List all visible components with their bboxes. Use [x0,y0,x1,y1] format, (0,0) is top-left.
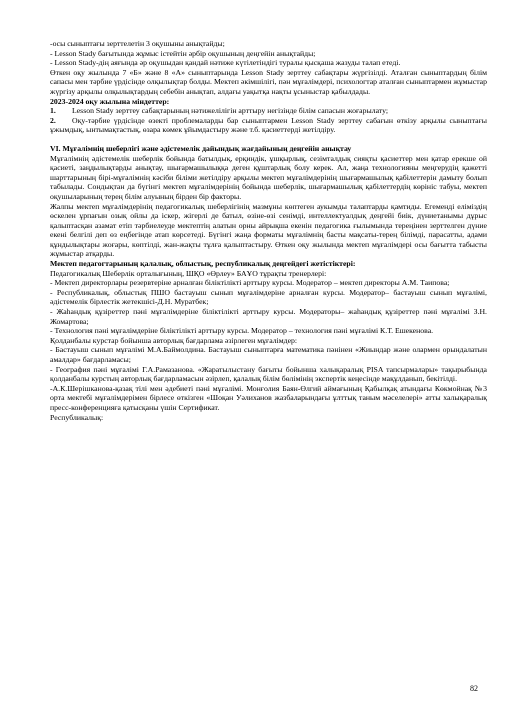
item-number: 2. [50,115,56,125]
list-item: - Жаһандық құзіреттер пәні мұғалімдеріне біліктілікті арттыру курсы. Модераторы– жаһандық құзіреттер пәні мұғалімі З.Н. Жомартова; [50,307,487,326]
body-paragraph: Педагогикалық Шеберлік орталығының, ШҚО «Өрлеу» БАҰО тұрақты тренерлері: [50,268,327,278]
numbered-item-2 [50,116,487,135]
list-item: -А.К.Шерішканова-қазақ тілі мен әдебиеті пәні мұғалімі. Монғолия Баян-Өлгий аймағының Қабылқақ атындағы Көкмойнақ №3 орта мектебі мұғалімдерімен бірлесе өткізген «Шоқан Уәлиханов жазбаларындағы ұлттық таным мәселелері» атты халықаралық пресс-конференцияға қатысқаны үшін Сертификат. [50,383,487,412]
tasks-heading: 2023-2024 оқу жылына міндеттер: [50,96,170,106]
body-paragraph: Өткен оқу жылында 7 «Б» және 8 «А» сыныптарында Lesson Stady зерттеу сабақтары жүргізілді. Аталған сыныптардың білім сапасы мен тәрбие үрдісінде олқылықтар болды. Мектеп әкімшілігі, пән мұғалімдері, психологтар аталған сыныптармен жұмыстар жүргізу арқылы олқылықтардың себебін анықтап, алдағы уақытқа нақты ұсыныстар қабылдады. [50,67,487,96]
numbered-item-1 [50,106,487,116]
document-page [50,39,487,422]
section-heading: VI. Мұғалімнің шеберлігі және әдістемелік дайындық жағдайының деңгейін анықтау [50,143,352,153]
list-item: - Технология пәні мұғалімдеріне біліктілікті арттыру курсы. Модератор – технология пәні мұғалімі К.Т. Ешекенова. [50,326,434,336]
body-paragraph: Жалпы мектеп мұғалімдерінің педагогикалық шеберлігінің мазмұны көптеген аукымды талаптарды қамтиды. Егемендi елiмiздiң өскелен ұрпағын озық ойлы да icкер, жiгерлi де батыл, өзіне-өзі сенімді, интеллектуалдық деңгейі биік, дүниетанымы дұрыс қалыптасқан азамат етіп тәрбиелеуде мектептің алатын орны айрықша екенін педагогика ғылымында тереңінен зерттелген дүние екені белгілі деп өз еңбегінде атап көрсетеді. Бүгінгі жаңа форматы мұғалімнің басты мақсаты-терең білімді, парасатты, адами құндылықтары жоғары, көптілді, жан-жақты тұлға қалыптастыру. Өткен оқу жылында мектеп мұғалімдері осы бағытта табысты жұмыстар атқарды. [50,201,487,259]
achievements-heading: Мектеп педагогтарының қалалық, облыстық, республикалық деңгейдегі жетістіктері: [50,259,356,269]
body-paragraph: Республикалық: [50,412,104,422]
item-number: 1. [50,106,56,116]
list-item: - Республикалық, облыстық ПШО бастауыш сынып мұғалімдеріне арналған курсы. Модератор– бастауыш сынып мұғалімі, әдістемелік бірлестік жетекшісі-Д.Н. Муратбек; [50,287,487,307]
body-paragraph: Мұғалімнің әдістемелік шеберлік бойында батылдық, ерқиндік, ұшқырлық, сезімталдық сияқты қасиеттер мен қатар ерекше ой қасиеті, заңдылықтарды анықтау, шығармашылыққа деген құштарлық болу керек. Ал, жаңа технологияны меңгерудің қажетті шарттарының бірі-мұғалімнің кәсіби біліми жетілдіру арқылы мектеп мұғалімдерінің шығармашылық қабілеттерін дамыту болып табылады. Сондықтан да бүгінгі мектеп мұғалімдерінің бойында шеберлік, шығармашылық қабілеттердің көрініс табуы, мектеп оқушыларының терең білім алуының бірден бір факторы. [50,153,487,201]
page-number: 82 [470,684,478,693]
item-text: Lesson Stady зерттеу сабақтарының нәтижелілігін арттыру негізінде білім сапасын жоғарылату; [72,106,389,116]
list-item: - Lesson Stady бағытында жұмыс істейтін әрбір оқушының деңгейін анықтайды; [50,48,316,58]
item-text: Оқу-тәрбие үрдісінде өзекті проблемаларды бар сыныптармен Lesson Stady зерттеу сабағын өткізу арқылы сыныптағы ұжымдық, ынтымақтастық, өзара көмек ұйымдастыру және т.б. қасиеттерді жетілдіру. [50,115,487,135]
list-item: - География пәні мұғалімі Г.А.Рамазанова. «Жаратылыстану бағыты бойынша халықаралық PISA тапсырмалары» тақырыбында қолданбалы курстың авторлық бағдарламасын әзірлеп, қалалық білім бөлімінің экспертік кеңесінде мақұлданып, бекітілді. [50,364,487,384]
list-item: - Мектеп директорлары резервтеріне арналған біліктілікті арттыру курсы. Модератор – мектеп директоры А.М. Таипова; [50,278,450,288]
list-item: - Lesson Stady-дің аяғында әр оқушыдан қандай нәтиже күтілетіндігі туралы қысқаша жазуды талап етеді. [50,58,401,68]
list-item: - Бастауыш сынып мұғалімі М.А.Баймолдина. Бастауыш сыныптарға математика пәнінен «Жиындар және олармен орындалатын амалдар» бағдарламасы; [50,345,487,364]
list-item: -осы сыныптағы зерттелетін 3 оқушыны анықтайды; [50,39,225,48]
body-paragraph: Қолданбалы курстар бойынша авторлық бағдарлама әзірлеген мұғалімдер: [50,335,298,345]
